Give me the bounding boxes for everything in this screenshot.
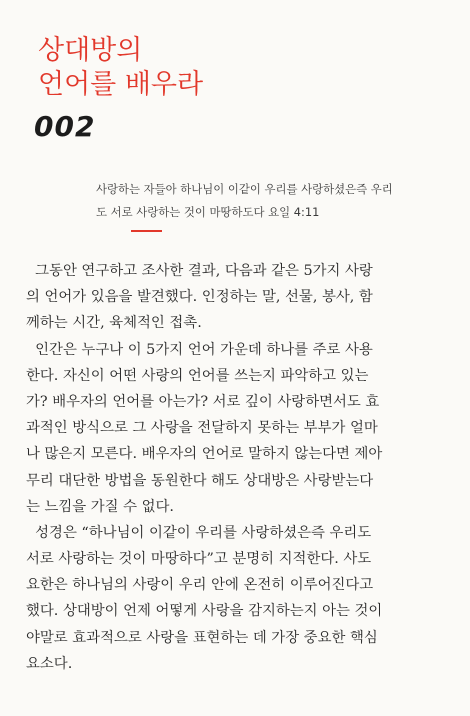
body-line: 했다. 상대방이 언제 어떻게 사랑을 감지하는지 아는 것이	[26, 603, 383, 620]
chapter-number: 002	[34, 110, 96, 143]
body-line: 요한은 하나님의 사랑이 우리 안에 온전히 이루어진다고	[26, 577, 374, 594]
body-line: 과적인 방식으로 그 사랑을 전달하지 못하는 부부가 얼마	[26, 420, 378, 437]
body-line: 야말로 효과적으로 사랑을 표현하는 데 가장 중요한 핵심	[26, 629, 378, 646]
scripture-quote-line-2: 도 서로 사랑하는 것이 마땅하도다 요일 4:11	[96, 205, 320, 219]
chapter-title	[38, 34, 398, 102]
body-line: 인간은 누구나 이 5가지 언어 가운데 하나를 주로 사용	[26, 341, 373, 358]
body-line: 요소다.	[26, 655, 73, 672]
body-line: 의 언어가 있음을 발견했다. 인정하는 말, 선물, 봉사, 함	[26, 289, 373, 306]
body-line: 는 느낌을 가질 수 없다.	[26, 498, 174, 515]
body-line: 나 많은지 모른다. 배우자의 언어로 말하지 않는다면 제아	[26, 446, 383, 463]
body-line: 그동안 연구하고 조사한 결과, 다음과 같은 5가지 사랑	[26, 263, 373, 279]
body-line: 무리 대단한 방법을 동원한다 해도 상대방은 사랑받는다	[26, 472, 374, 489]
scripture-quote	[96, 178, 446, 224]
chapter-title-line-1: 상대방의	[38, 35, 143, 66]
scripture-quote-line-1: 사랑하는 자들아 하나님이 이같이 우리를 사랑하셨은즉 우리	[96, 182, 393, 196]
body-line: 께하는 시간, 육체적인 접촉.	[26, 315, 202, 332]
accent-divider	[131, 230, 162, 232]
body-line: 한다. 자신이 어떤 사랑의 언어를 쓰는지 파악하고 있는	[26, 367, 369, 384]
body-line: 가? 배우자의 언어를 아는가? 서로 깊이 사랑하면서도 효	[26, 393, 380, 410]
body-line: 서로 사랑하는 것이 마땅하다”고 분명히 지적한다. 사도	[26, 551, 372, 568]
body-text	[26, 258, 446, 677]
body-line: 성경은 “하나님이 이같이 우리를 사랑하셨은즉 우리도	[26, 524, 372, 541]
chapter-title-line-2: 언어를 배우라	[38, 69, 204, 100]
